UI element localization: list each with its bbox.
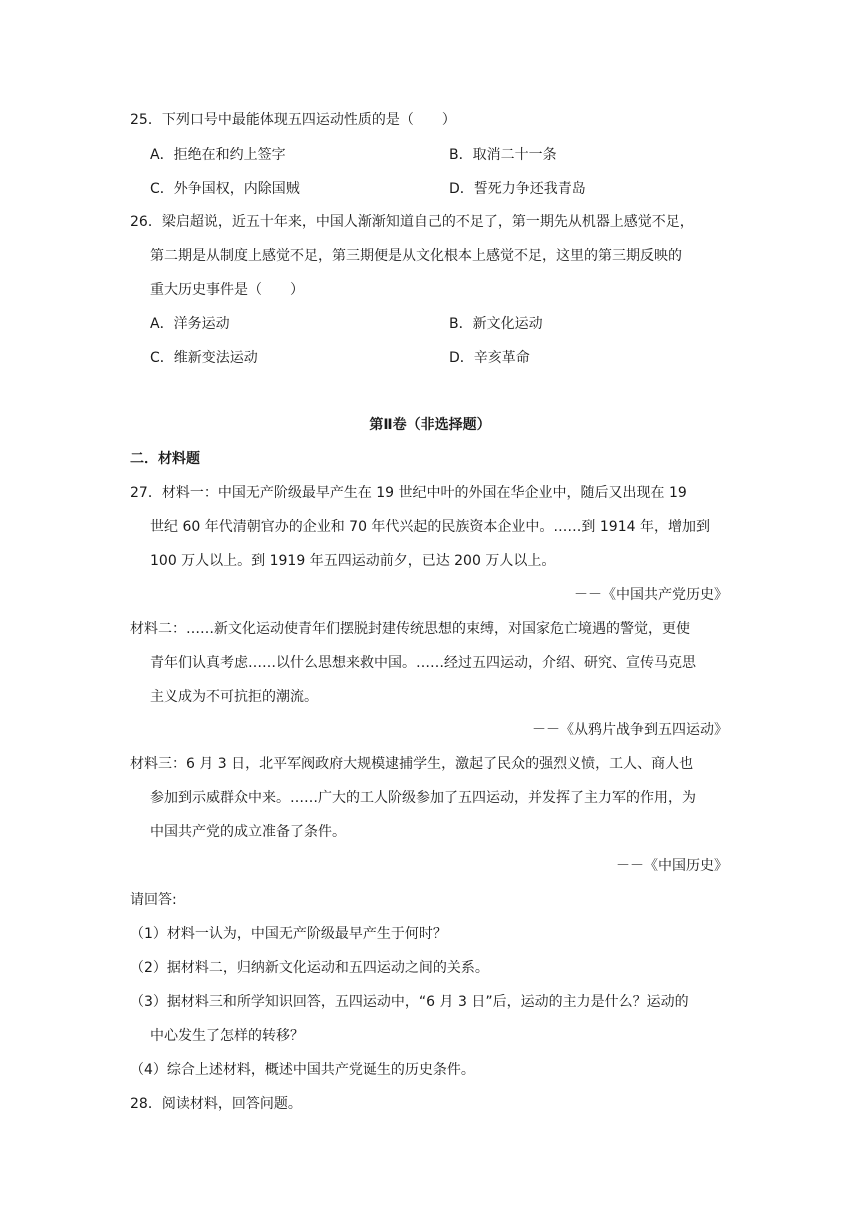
- q27-material3-line-3: 中国共产党的成立准备了条件。: [150, 824, 346, 840]
- part2-title: 第Ⅱ卷（非选择题）: [369, 417, 491, 433]
- q27-material1-source: －－《中国共产党历史》: [574, 587, 728, 603]
- q26-option-d: D．辛亥革命: [449, 350, 530, 366]
- q25-option-d: D．誓死力争还我青岛: [449, 181, 586, 197]
- q25-option-b: B．取消二十一条: [449, 147, 557, 163]
- q26-option-b: B．新文化运动: [449, 316, 543, 332]
- q27-material2-line-1: 材料二：……新文化运动使青年们摆脱封建传统思想的束缚，对国家危亡境遇的警觉，更使: [130, 621, 690, 637]
- q27-material3-line-1: 材料三：6 月 3 日，北平军阀政府大规模逮捕学生，激起了民众的强烈义愤，工人、商人也: [130, 756, 694, 772]
- q27-subquestion-3-line-2: 中心发生了怎样的转移？: [150, 1028, 304, 1044]
- q27-material1-line-3: 100 万人以上。到 1919 年五四运动前夕，已达 200 万人以上。: [150, 553, 556, 569]
- q26-stem-line-2: 第二期是从制度上感觉不足，第三期便是从文化根本上感觉不足，这里的第三期反映的: [150, 248, 682, 264]
- q25-stem: 25．下列口号中最能体现五四运动性质的是（ ）: [130, 112, 456, 128]
- q27-material2-line-2: 青年们认真考虑……以什么思想来救中国。……经过五四运动，介绍、研究、宣传马克思: [150, 655, 696, 671]
- q27-material1-line-1: 27．材料一：中国无产阶级最早产生在 19 世纪中叶的外国在华企业中，随后又出现在 19: [130, 485, 687, 501]
- q27-subquestion-4: （4）综合上述材料，概述中国共产党诞生的历史条件。: [130, 1062, 475, 1078]
- q27-material1-line-2: 世纪 60 年代清朝官办的企业和 70 年代兴起的民族资本企业中。……到 1914 年，增加到: [150, 519, 710, 535]
- q27-subquestion-3-line-1: （3）据材料三和所学知识回答，五四运动中，“6 月 3 日”后，运动的主力是什么？运动的: [130, 994, 689, 1010]
- q28-stem: 28．阅读材料，回答问题。: [130, 1096, 302, 1112]
- q27-material2-source: －－《从鸦片战争到五四运动》: [532, 722, 728, 738]
- q27-subquestion-2: （2）据材料二，归纳新文化运动和五四运动之间的关系。: [130, 960, 489, 976]
- section-heading: 二．材料题: [130, 451, 200, 467]
- q27-material2-line-3: 主义成为不可抗拒的潮流。: [150, 689, 318, 705]
- q26-option-c: C．维新变法运动: [150, 350, 258, 366]
- q26-stem-line-3: 重大历史事件是（ ）: [150, 282, 304, 298]
- q26-stem-line-1: 26．梁启超说，近五十年来，中国人渐渐知道自己的不足了，第一期先从机器上感觉不足，: [130, 214, 694, 230]
- q25-option-c: C．外争国权，内除国贼: [150, 181, 300, 197]
- q26-option-a: A．洋务运动: [150, 316, 230, 332]
- q27-prompt: 请回答:: [130, 892, 177, 908]
- q27-material3-line-2: 参加到示威群众中来。……广大的工人阶级参加了五四运动，并发挥了主力军的作用，为: [150, 790, 696, 806]
- q27-subquestion-1: （1）材料一认为，中国无产阶级最早产生于何时？: [130, 926, 447, 942]
- q25-option-a: A．拒绝在和约上签字: [150, 147, 286, 163]
- q27-material3-source: －－《中国历史》: [616, 858, 728, 874]
